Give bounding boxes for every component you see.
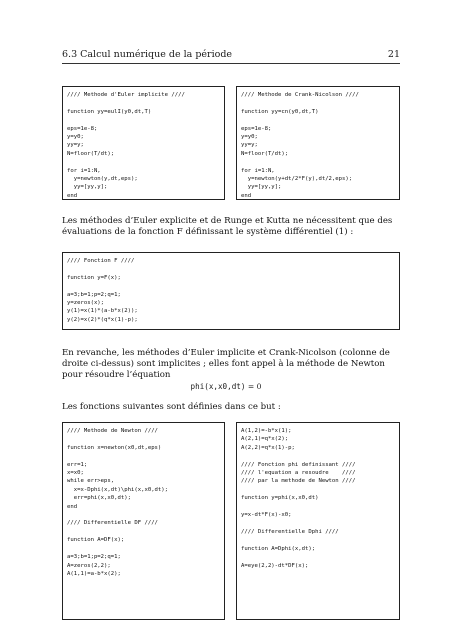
equation-phi (0, 382, 452, 391)
header-rule (62, 63, 400, 64)
code-euler-implicite: //// Methode d'Euler implicite //// function yy=eulI(y0,dt,T) eps=1e-8; y=y0; yy=y; N=floor(T/dt); for i=1:N, y=newton(y,dt,eps); yy=[yy,y]; end (67, 92, 185, 199)
paragraph-implicit-methods: En revanche, les méthodes d’Euler implicite et Crank-Nicolson (colonne de droite ci-dessus) sont implicites ; elles font appel à la méthode de Newton pour résoudre l’équation (62, 348, 390, 380)
code-newton: //// Methode de Newton //// function x=newton(x0,dt,eps) err=1; x=x0; while err>eps, x=x-Dphi(x,dt)\phi(x,x0,dt); err=phi(x,x0,dt); end //// Differentielle DF //// function A=DF(x); a=3;b=1;p=2;q=1; A=zeros(2,2); A(1,1)=a-b*x(2); (67, 428, 169, 577)
code-phi-dphi: A(1,2)=-b*x(1); A(2,1)=q*x(2); A(2,2)=q*x(1)-p; //// Fonction phi definissant //// //// l'equation a resoudre //// //// par la methode de Newton //// function y=phi(x,x0,dt) y=x-dt*F(x)-x0; //// Differentielle Dphi //// function A=Dphi(x,dt); A=eye(2,2)-dt*DF(x); (241, 428, 356, 569)
page-header (62, 49, 400, 63)
code-crank-nicolson: //// Methode de Crank-Nicolson //// function yy=cn(y0,dt,T) eps=1e-8; y=y0; yy=y; N=floor(T/dt); for i=1:N, y=newton(y+dt/2*F(y),dt/2,eps); yy=[yy,y]; end (241, 92, 359, 199)
paragraph-functions-defined: Les fonctions suivantes sont définies dans ce but : (62, 402, 281, 412)
page-number: 21 (387, 49, 400, 60)
code-fonction-f: //// Fonction F //// function y=F(x); a=3;b=1;p=2;q=1; y=zeros(x); y(1)=x(1)*(a-b*x(2)); y(2)=x(2)*(q*x(1)-p); (67, 258, 138, 323)
equation-lhs: phi(x,x0,dt) (190, 382, 246, 391)
paragraph-explicit-methods: Les méthodes d’Euler explicite et de Runge et Kutta ne nécessitent que des évaluations de la fonction F définissant le système différentiel (1) : (62, 216, 393, 237)
equation-rhs: = 0 (245, 382, 262, 391)
section-title: 6.3 Calcul numérique de la période (62, 49, 233, 60)
